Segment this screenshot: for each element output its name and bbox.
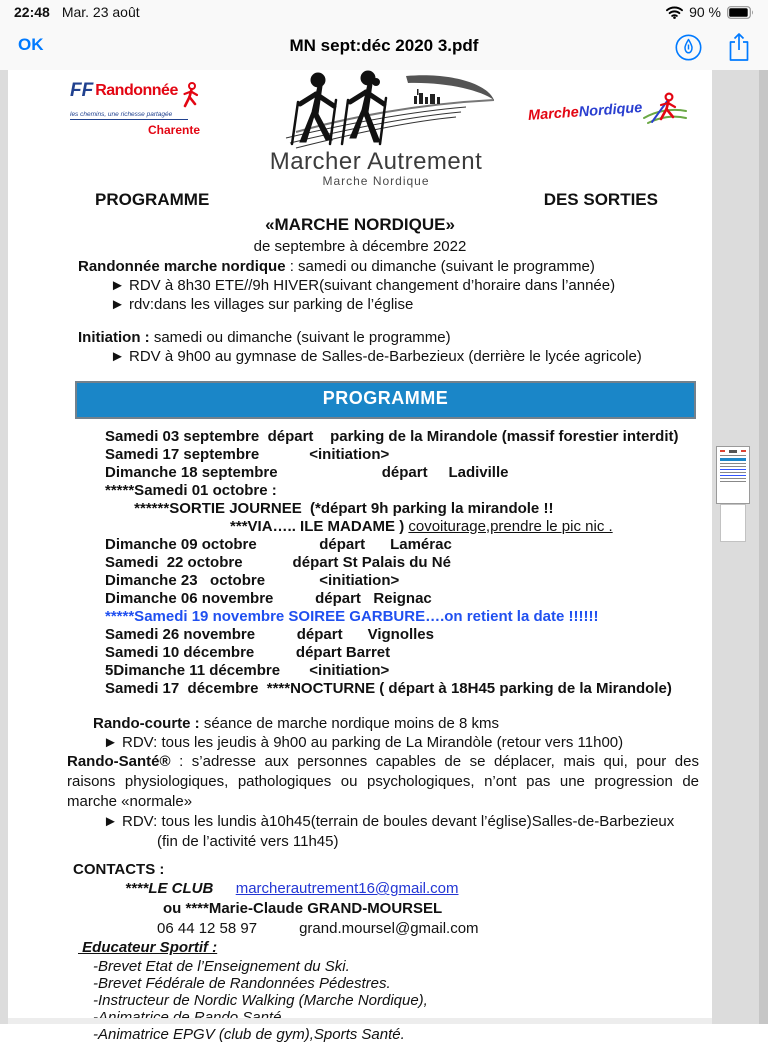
- initiation-bullet: ► RDV à 9h00 au gymnase de Salles-de-Barbezieux (derrière le lycée agricole): [110, 348, 642, 365]
- program-row-garbure: *****Samedi 19 novembre SOIREE GARBURE….on retient la date !!!!!!: [105, 608, 599, 625]
- contacts-heading: CONTACTS :: [73, 861, 165, 878]
- program-row: Dimanche 06 novembre départ Reignac: [105, 590, 432, 607]
- club-email-link[interactable]: marcherautrement16@gmail.com: [235, 880, 459, 897]
- phone-line: [157, 919, 712, 938]
- logo-title: Marcher Autrement: [269, 148, 483, 175]
- rando-lead-line: Randonnée marche nordique : samedi ou dimanche (suivant le programme): [78, 258, 595, 275]
- phone-number: 06 44 12 58 97: [157, 920, 258, 937]
- doc-subtitle: de septembre à décembre 2022: [253, 238, 467, 255]
- marche-nordique-logo: MarcheNordique: [528, 92, 678, 132]
- page-thumbnail-next[interactable]: [720, 504, 746, 542]
- rando-courte-bullet: ► RDV: tous les jeudis à 9h00 au parking de La Mirandòle (retour vers 11h00): [103, 734, 624, 751]
- educator-heading: Educateur Sportif :: [78, 939, 218, 956]
- rando-sante-fin: (fin de l’activité vers 11h45): [157, 833, 339, 850]
- battery-icon: [727, 6, 754, 19]
- programme-banner-label: PROGRAMME: [322, 388, 449, 408]
- clock: 22:48: [14, 4, 50, 20]
- program-row: Dimanche 09 octobre départ Lamérac: [105, 536, 452, 553]
- personal-email: grand.moursel@gmail.com: [299, 920, 479, 937]
- ffrandonnee-logo: FF Randonnée les chemins, une richesse partagée Charente: [70, 80, 200, 137]
- ff-logo-text: FF: [70, 80, 94, 101]
- ff-region: Charente: [147, 123, 200, 137]
- nordic-walkers-icon: [256, 70, 496, 152]
- logo-row: [8, 70, 712, 188]
- educator-item: -Instructeur de Nordic Walking (Marche Nordique),: [93, 992, 428, 1009]
- heading-programme: PROGRAMME: [95, 190, 210, 209]
- rando-sante-bullet: ► RDV: tous les lundis à10h45(terrain de boules devant l’église)Salles-de-Barbezieux: [103, 813, 675, 830]
- program-row: Dimanche 18 septembre départ Ladiville: [105, 464, 509, 481]
- markup-icon[interactable]: [675, 34, 702, 61]
- status-bar: [0, 0, 768, 24]
- program-row: *****Samedi 01 octobre :: [105, 482, 277, 499]
- educator-item: -Brevet Etat de l’Enseignement du Ski.: [93, 958, 350, 975]
- document-title: MN sept:déc 2020 3.pdf: [289, 36, 479, 55]
- ff-tagline: les chemins, une richesse partagée: [70, 111, 188, 120]
- program-list: [105, 428, 712, 698]
- contact-person-line: ou ****Marie-Claude GRAND-MOURSEL: [163, 900, 443, 917]
- club-line: ****LE CLUB marcherautrement16@gmail.com: [125, 880, 459, 897]
- rando-courte-line: Rando-courte : séance de marche nordique moins de 8 kms: [93, 715, 499, 732]
- logo-subtitle: Marche Nordique: [322, 174, 430, 188]
- program-row: 5Dimanche 11 décembre <initiation>: [105, 662, 390, 679]
- ff-walker-icon: [180, 82, 202, 110]
- program-row: Samedi 17 septembre <initiation>: [105, 446, 390, 463]
- ok-button[interactable]: OK: [18, 35, 44, 54]
- rando-sante-paragraph: Rando-Santé® : s’adresse aux personnes capables de se déplacer, mais qui, pour des raisons physiologiques, pathologiques ou psychologiques, n’ont pas une progression de marche «normale»: [67, 753, 699, 810]
- battery-percent: 90 %: [689, 4, 721, 20]
- program-row: Samedi 26 novembre départ Vignolles: [105, 626, 434, 643]
- page-break: [8, 1018, 712, 1024]
- program-row: Samedi 22 octobre départ St Palais du Né: [105, 554, 451, 571]
- pdf-toolbar: [0, 24, 768, 71]
- doc-title: «MARCHE NORDIQUE»: [265, 215, 455, 234]
- wifi-icon: [666, 6, 683, 19]
- rando-bullet-2: ► rdv:dans les villages sur parking de l’église: [110, 296, 414, 313]
- status-date: Mar. 23 août: [61, 4, 140, 20]
- mn-walker-icon: [642, 92, 688, 132]
- program-row: ******SORTIE JOURNEE (*départ 9h parking la mirandole !!: [105, 500, 554, 517]
- pdf-scroll-area[interactable]: [0, 70, 768, 1043]
- program-row: Samedi 17 décembre ****NOCTURNE ( départ à 18H45 parking de la Mirandole): [105, 680, 672, 697]
- program-row: Samedi 10 décembre départ Barret: [105, 644, 391, 661]
- marcher-autrement-logo: [256, 70, 496, 188]
- programme-banner: [75, 381, 696, 419]
- rando-bullet-1: ► RDV à 8h30 ETE//9h HIVER(suivant changement d’horaire dans l’année): [110, 277, 616, 294]
- initiation-line: Initiation : samedi ou dimanche (suivant le programme): [78, 329, 451, 346]
- page-thumbnail-current[interactable]: [716, 446, 750, 504]
- heading-des-sorties: DES SORTIES: [543, 190, 658, 209]
- educator-item: -Animatrice EPGV (club de gym),Sports Santé.: [93, 1026, 405, 1043]
- program-row-via: ***VIA….. ILE MADAME ) covoiturage,prendre le pic nic .: [105, 518, 613, 535]
- program-row: Samedi 03 septembre départ parking de la Mirandole (massif forestier interdit): [105, 428, 679, 445]
- program-row: Dimanche 23 octobre <initiation>: [105, 572, 400, 589]
- share-icon[interactable]: [726, 32, 752, 62]
- pdf-page: [8, 70, 712, 1043]
- educator-item: -Brevet Fédérale de Randonnées Pédestres.: [93, 975, 391, 992]
- skyline: [414, 89, 440, 104]
- scroll-edge: [759, 70, 768, 1024]
